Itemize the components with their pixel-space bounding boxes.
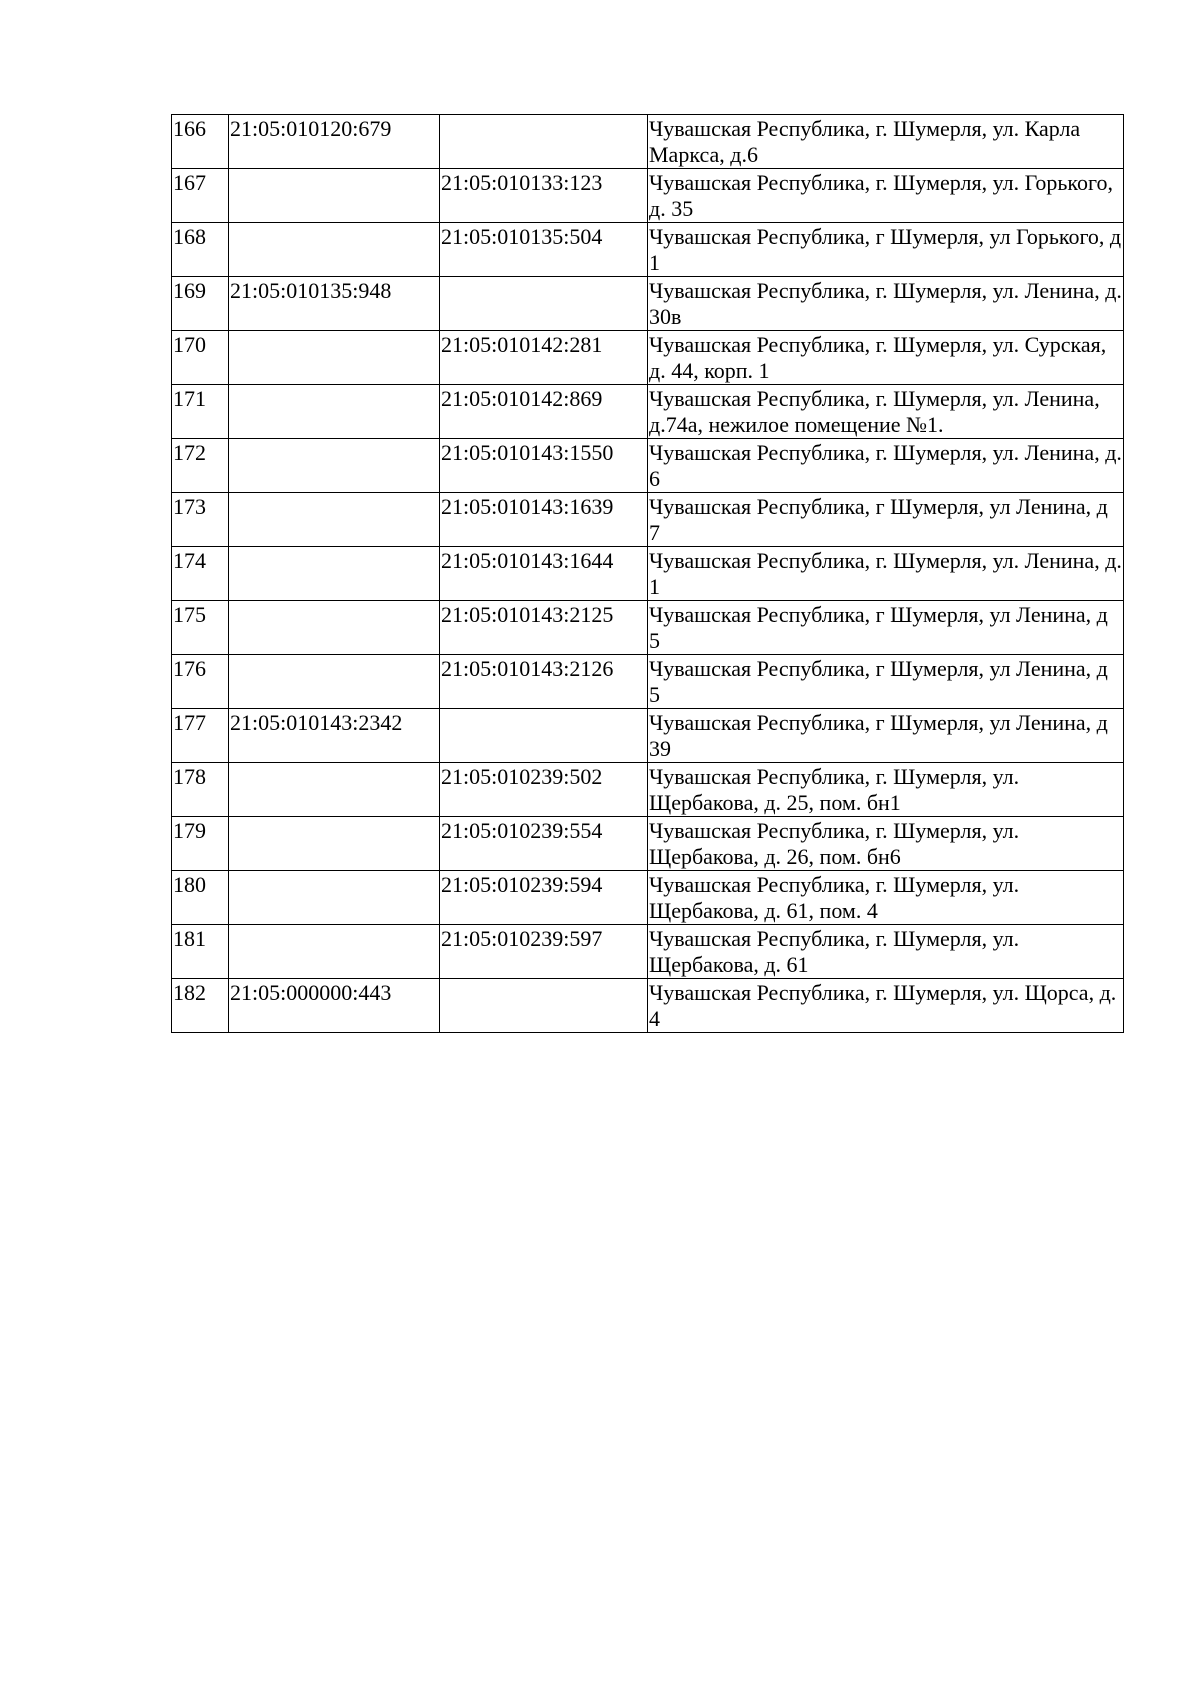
cadastral-number-cell-text [230, 223, 439, 224]
address-cell-text: Чувашская Республика, г. Шумерля, ул. Ленина, д.74а, нежилое помещение №1. [649, 386, 1100, 437]
property-registry-table [171, 114, 1124, 1033]
address-cell-text: Чувашская Республика, г Шумерля, ул Ленина, д 7 [649, 494, 1108, 545]
cadastral-number-cell [229, 385, 440, 439]
cadastral-number-alt-cell [440, 331, 648, 385]
cadastral-number-alt-cell-text: 21:05:010143:2126 [441, 656, 614, 681]
address-cell [648, 439, 1124, 493]
cadastral-number-cell [229, 169, 440, 223]
cadastral-number-cell-text [230, 547, 439, 548]
address-cell-text: Чувашская Республика, г. Шумерля, ул. Щербакова, д. 25, пом. бн1 [649, 764, 1020, 815]
cadastral-number-alt-cell [440, 439, 648, 493]
cadastral-number-cell-text [230, 331, 439, 332]
row-number-cell-text: 166 [173, 116, 206, 141]
table-row [172, 223, 1124, 277]
cadastral-number-cell-text [230, 871, 439, 872]
cadastral-number-cell [229, 979, 440, 1033]
row-number-cell [172, 979, 229, 1033]
cadastral-number-cell [229, 763, 440, 817]
cadastral-number-cell [229, 817, 440, 871]
registry-table-body [172, 115, 1124, 1033]
cadastral-number-alt-cell [440, 817, 648, 871]
address-cell-text: Чувашская Республика, г. Шумерля, ул. Щербакова, д. 26, пом. бн6 [649, 818, 1020, 869]
address-cell-text: Чувашская Республика, г. Шумерля, ул. Горького, д. 35 [649, 170, 1113, 221]
table-row [172, 655, 1124, 709]
cadastral-number-alt-cell [440, 277, 648, 331]
cadastral-number-cell-text [230, 817, 439, 818]
table-row [172, 169, 1124, 223]
row-number-cell-text: 168 [173, 224, 206, 249]
cadastral-number-cell [229, 871, 440, 925]
row-number-cell-text: 167 [173, 170, 206, 195]
cadastral-number-cell-text [230, 925, 439, 926]
address-cell-text: Чувашская Республика, г Шумерля, ул Горького, д 1 [649, 224, 1122, 275]
address-cell [648, 763, 1124, 817]
address-cell [648, 223, 1124, 277]
table-row [172, 817, 1124, 871]
row-number-cell [172, 331, 229, 385]
cadastral-number-cell [229, 277, 440, 331]
address-cell [648, 925, 1124, 979]
cadastral-number-alt-cell-text: 21:05:010239:502 [441, 764, 603, 789]
row-number-cell [172, 601, 229, 655]
cadastral-number-alt-cell [440, 655, 648, 709]
cadastral-number-cell-text: 21:05:010120:679 [230, 116, 392, 141]
address-cell-text: Чувашская Республика, г Шумерля, ул Ленина, д 5 [649, 656, 1108, 707]
row-number-cell [172, 439, 229, 493]
cadastral-number-alt-cell-text: 21:05:010142:869 [441, 386, 603, 411]
row-number-cell [172, 871, 229, 925]
cadastral-number-cell [229, 223, 440, 277]
address-cell [648, 169, 1124, 223]
cadastral-number-cell-text [230, 601, 439, 602]
address-cell [648, 601, 1124, 655]
cadastral-number-alt-cell [440, 709, 648, 763]
cadastral-number-cell [229, 709, 440, 763]
cadastral-number-cell [229, 331, 440, 385]
cadastral-number-cell-text [230, 655, 439, 656]
row-number-cell [172, 655, 229, 709]
cadastral-number-alt-cell [440, 871, 648, 925]
cadastral-number-alt-cell [440, 547, 648, 601]
row-number-cell [172, 709, 229, 763]
row-number-cell-text: 177 [173, 710, 206, 735]
address-cell-text: Чувашская Республика, г. Шумерля, ул. Ленина, д. 30в [649, 278, 1122, 329]
row-number-cell-text: 170 [173, 332, 206, 357]
address-cell-text: Чувашская Республика, г. Шумерля, ул. Карла Маркса, д.6 [649, 116, 1081, 167]
table-row [172, 115, 1124, 169]
table-row [172, 277, 1124, 331]
cadastral-number-cell [229, 925, 440, 979]
row-number-cell [172, 763, 229, 817]
cadastral-number-alt-cell [440, 385, 648, 439]
cadastral-number-alt-cell [440, 493, 648, 547]
row-number-cell-text: 179 [173, 818, 206, 843]
table-row [172, 763, 1124, 817]
cadastral-number-alt-cell-text [441, 979, 647, 980]
table-row [172, 547, 1124, 601]
table-row [172, 439, 1124, 493]
address-cell [648, 277, 1124, 331]
cadastral-number-cell [229, 601, 440, 655]
cadastral-number-cell [229, 115, 440, 169]
address-cell-text: Чувашская Республика, г Шумерля, ул Ленина, д 39 [649, 710, 1108, 761]
cadastral-number-cell-text [230, 439, 439, 440]
row-number-cell-text: 176 [173, 656, 206, 681]
cadastral-number-cell-text [230, 169, 439, 170]
row-number-cell [172, 817, 229, 871]
cadastral-number-alt-cell-text [441, 277, 647, 278]
cadastral-number-alt-cell-text: 21:05:010239:594 [441, 872, 603, 897]
cadastral-number-cell-text [230, 763, 439, 764]
cadastral-number-cell-text [230, 385, 439, 386]
table-row [172, 385, 1124, 439]
cadastral-number-alt-cell-text: 21:05:010239:554 [441, 818, 603, 843]
address-cell-text: Чувашская Республика, г Шумерля, ул Ленина, д 5 [649, 602, 1108, 653]
table-row [172, 601, 1124, 655]
address-cell [648, 115, 1124, 169]
row-number-cell [172, 547, 229, 601]
table-row [172, 709, 1124, 763]
row-number-cell [172, 169, 229, 223]
address-cell-text: Чувашская Республика, г. Шумерля, ул. Щербакова, д. 61, пом. 4 [649, 872, 1020, 923]
address-cell [648, 817, 1124, 871]
cadastral-number-alt-cell [440, 763, 648, 817]
address-cell [648, 331, 1124, 385]
cadastral-number-cell [229, 439, 440, 493]
table-row [172, 925, 1124, 979]
row-number-cell [172, 493, 229, 547]
cadastral-number-alt-cell-text: 21:05:010135:504 [441, 224, 603, 249]
address-cell-text: Чувашская Республика, г. Шумерля, ул. Щорса, д. 4 [649, 980, 1117, 1031]
cadastral-number-alt-cell [440, 925, 648, 979]
row-number-cell-text: 172 [173, 440, 206, 465]
cadastral-number-cell-text: 21:05:010135:948 [230, 278, 392, 303]
address-cell-text: Чувашская Республика, г. Шумерля, ул. Сурская, д. 44, корп. 1 [649, 332, 1107, 383]
row-number-cell [172, 277, 229, 331]
cadastral-number-alt-cell-text [441, 709, 647, 710]
address-cell [648, 385, 1124, 439]
cadastral-number-cell [229, 493, 440, 547]
table-row [172, 331, 1124, 385]
cadastral-number-alt-cell-text: 21:05:010133:123 [441, 170, 603, 195]
cadastral-number-cell-text [230, 493, 439, 494]
cadastral-number-alt-cell-text: 21:05:010143:1550 [441, 440, 614, 465]
row-number-cell-text: 181 [173, 926, 206, 951]
row-number-cell [172, 925, 229, 979]
row-number-cell-text: 178 [173, 764, 206, 789]
address-cell-text: Чувашская Республика, г. Шумерля, ул. Щербакова, д. 61 [649, 926, 1020, 977]
cadastral-number-alt-cell [440, 979, 648, 1033]
address-cell [648, 655, 1124, 709]
row-number-cell-text: 175 [173, 602, 206, 627]
cadastral-number-alt-cell-text: 21:05:010239:597 [441, 926, 603, 951]
address-cell [648, 979, 1124, 1033]
address-cell-text: Чувашская Республика, г. Шумерля, ул. Ленина, д. 6 [649, 440, 1122, 491]
cadastral-number-alt-cell-text: 21:05:010143:2125 [441, 602, 614, 627]
address-cell [648, 493, 1124, 547]
cadastral-number-alt-cell [440, 223, 648, 277]
address-cell-text: Чувашская Республика, г. Шумерля, ул. Ленина, д. 1 [649, 548, 1122, 599]
cadastral-number-alt-cell-text: 21:05:010142:281 [441, 332, 603, 357]
row-number-cell [172, 385, 229, 439]
cadastral-number-alt-cell [440, 601, 648, 655]
row-number-cell-text: 173 [173, 494, 206, 519]
address-cell [648, 709, 1124, 763]
cadastral-number-cell-text: 21:05:000000:443 [230, 980, 392, 1005]
row-number-cell-text: 171 [173, 386, 206, 411]
cadastral-number-alt-cell [440, 115, 648, 169]
cadastral-number-alt-cell [440, 169, 648, 223]
row-number-cell [172, 115, 229, 169]
cadastral-number-cell [229, 655, 440, 709]
row-number-cell-text: 180 [173, 872, 206, 897]
cadastral-number-cell [229, 547, 440, 601]
address-cell [648, 871, 1124, 925]
cadastral-number-alt-cell-text [441, 115, 647, 116]
cadastral-number-alt-cell-text: 21:05:010143:1644 [441, 548, 614, 573]
row-number-cell-text: 182 [173, 980, 206, 1005]
address-cell [648, 547, 1124, 601]
row-number-cell [172, 223, 229, 277]
cadastral-number-alt-cell-text: 21:05:010143:1639 [441, 494, 614, 519]
table-row [172, 979, 1124, 1033]
row-number-cell-text: 174 [173, 548, 206, 573]
row-number-cell-text: 169 [173, 278, 206, 303]
table-row [172, 493, 1124, 547]
table-row [172, 871, 1124, 925]
cadastral-number-cell-text: 21:05:010143:2342 [230, 710, 403, 735]
